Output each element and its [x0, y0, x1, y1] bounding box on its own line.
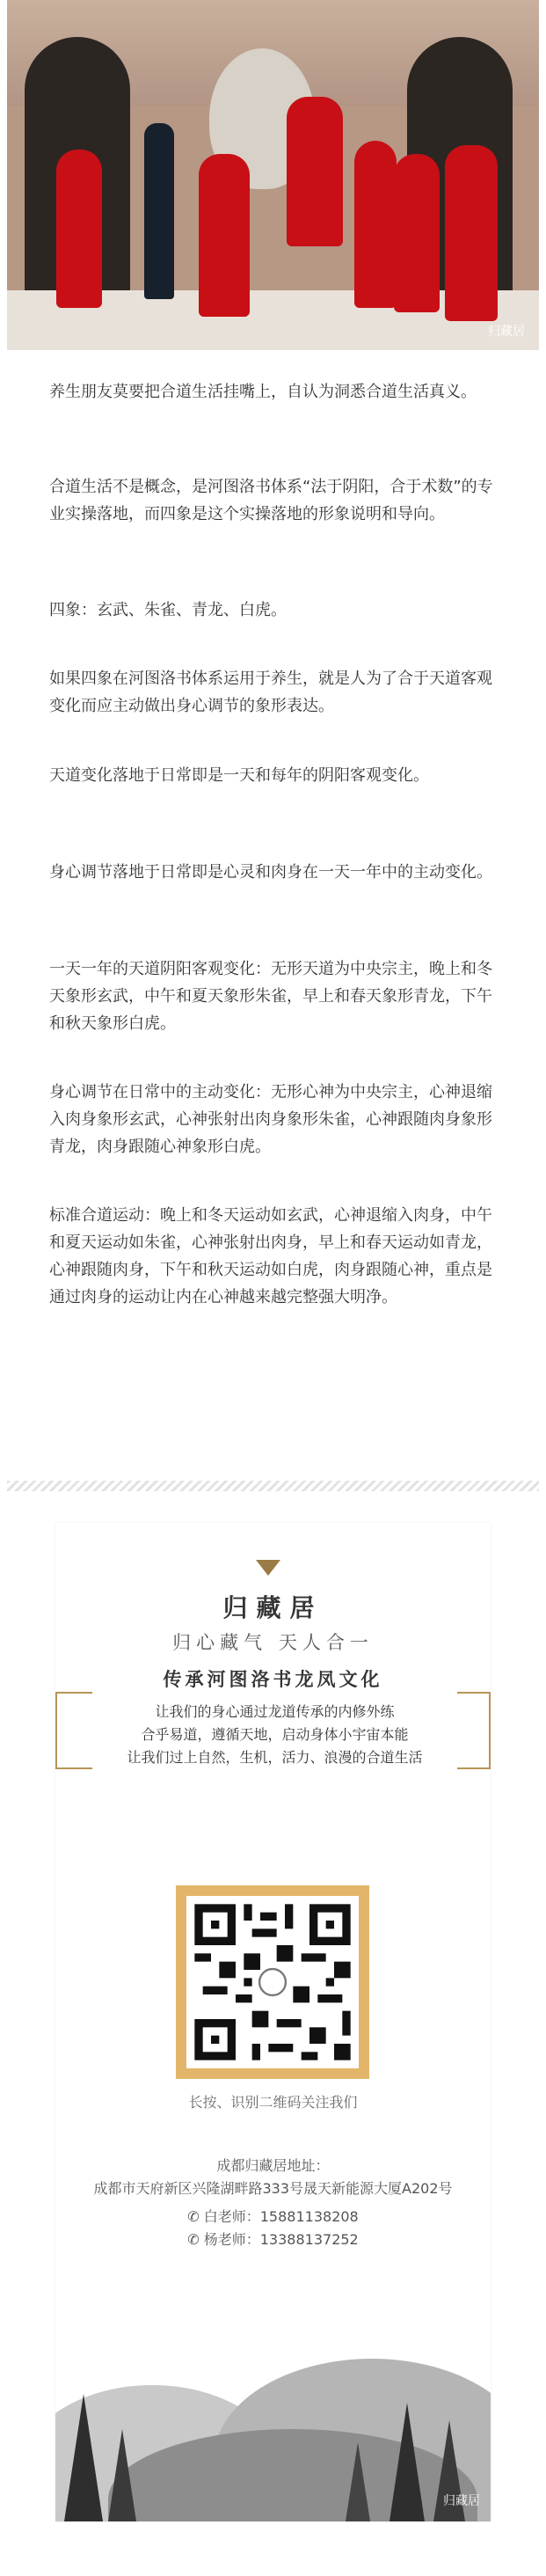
hero-model [199, 154, 250, 317]
qr-code-icon [186, 1896, 359, 2068]
paragraph: 四象：玄武、朱雀、青龙、白虎。 [49, 601, 287, 619]
paragraph: 身心调节在日常中的主动变化：无形心神为中央宗主，心神退缩入肉身象形玄武，心神张射出肉身象形朱雀，心神跟随肉身象形青龙，肉身跟随心神象形白虎。 [49, 1083, 492, 1156]
address-title: 成都归藏居地址： [216, 2157, 330, 2174]
hero-watermark: 归藏居 [488, 325, 525, 339]
phone-number: 杨老师：13388137252 [203, 2231, 359, 2248]
intro-frame [55, 1692, 491, 1769]
hero-model [354, 141, 397, 308]
paragraph: 一天一年的天道阴阳客观变化：无形天道为中央宗主，晚上和冬天象形玄武，中午和夏天象形朱雀，早上和春天象形青龙，下午和秋天象形白虎。 [49, 960, 492, 1033]
qr-caption: 长按、识别二维码关注我们 [188, 2094, 358, 2111]
promo-card [55, 1523, 491, 2521]
hero-model [394, 154, 440, 312]
phone-number: 白老师：15881138208 [203, 2208, 359, 2225]
ink-landscape-image [55, 2280, 491, 2521]
address: 成都市天府新区兴隆湖畔路333号晟天新能源大厦A202号 [93, 2180, 453, 2197]
section-divider [7, 1481, 539, 1491]
hero-man [144, 123, 174, 299]
intro-line: 让我们的身心通过龙道传承的内修外练 [155, 1703, 395, 1720]
brand-title: 归藏居 [222, 1593, 324, 1622]
brand-slogan: 归心藏气 天人合一 [172, 1632, 374, 1653]
paragraph: 合道生活不是概念，是河图洛书体系“法于阴阳，合于术数”的专业实操落地，而四象是这个实操落地的形象说明和导向。 [49, 478, 493, 523]
phone-contact [55, 2228, 491, 2249]
phone-icon: ✆ [187, 2208, 204, 2225]
paragraph: 身心调节落地于日常即是心灵和肉身在一天一年中的主动变化。 [49, 863, 492, 882]
intro-line: 让我们过上自然，生机，活力、浪漫的合道生活 [127, 1749, 423, 1766]
hero-model [56, 150, 102, 308]
triangle-ornament-icon [256, 1560, 280, 1576]
phone-contact [55, 2206, 491, 2226]
paragraph: 养生朋友莫要把合道生活挂嘴上，自认为洞悉合道生活真义。 [49, 383, 477, 401]
card-watermark: 归藏居 [443, 2494, 480, 2508]
paragraph: 天道变化落地于日常即是一天和每年的阴阳客观变化。 [49, 766, 429, 785]
hero-image [7, 0, 539, 350]
section-heading: 传承河图洛书龙凤文化 [163, 1669, 383, 1690]
intro-line: 合乎易道，遵循天地，启动身体小宇宙本能 [141, 1726, 409, 1743]
paragraph: 标准合道运动：晚上和冬天运动如玄武，心神退缩入肉身，中午和夏天运动如朱雀，心神张射出肉身，早上和春天运动如青龙，心神跟随肉身，下午和秋天运动如白虎，肉身跟随心神，重点是通过肉身的运动让内在心神越来越完整强大明净。 [49, 1206, 492, 1306]
hero-model [445, 145, 498, 321]
paragraph: 如果四象在河图洛书体系运用于养生，就是人为了合于天道客观变化而应主动做出身心调节的象形表达。 [49, 670, 492, 715]
hero-model [287, 97, 343, 246]
phone-icon: ✆ [187, 2231, 204, 2248]
qr-code[interactable] [176, 1885, 369, 2079]
